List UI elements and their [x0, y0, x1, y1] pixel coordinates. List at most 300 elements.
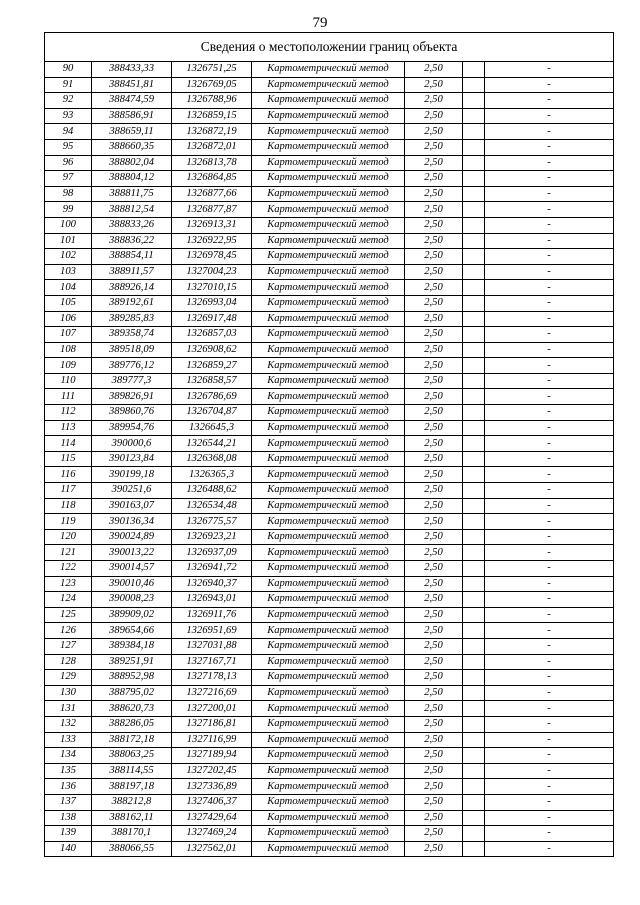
section-title: Сведения о местоположении границ объекта [45, 33, 614, 62]
method-cell: Картометрический метод [252, 342, 405, 358]
blank-cell [463, 561, 485, 577]
point-number-cell: 113 [45, 420, 92, 436]
method-cell: Картометрический метод [252, 810, 405, 826]
y-coordinate-cell: 1326877,87 [172, 202, 252, 218]
x-coordinate-cell: 390251,6 [92, 483, 172, 499]
description-cell: - [485, 467, 614, 483]
blank-cell [463, 358, 485, 374]
description-cell: - [485, 389, 614, 405]
y-coordinate-cell: 1326872,01 [172, 139, 252, 155]
accuracy-cell: 2,50 [405, 483, 463, 499]
blank-cell [463, 311, 485, 327]
x-coordinate-cell: 388063,25 [92, 748, 172, 764]
accuracy-cell: 2,50 [405, 217, 463, 233]
point-number-cell: 114 [45, 436, 92, 452]
description-cell: - [485, 732, 614, 748]
y-coordinate-cell: 1326859,27 [172, 358, 252, 374]
blank-cell [463, 498, 485, 514]
accuracy-cell: 2,50 [405, 249, 463, 265]
point-number-cell: 122 [45, 561, 92, 577]
blank-cell [463, 62, 485, 78]
description-cell: - [485, 592, 614, 608]
blank-cell [463, 529, 485, 545]
y-coordinate-cell: 1326943,01 [172, 592, 252, 608]
blank-cell [463, 233, 485, 249]
table-row [45, 810, 614, 826]
table-row [45, 685, 614, 701]
description-cell: - [485, 607, 614, 623]
table-row [45, 529, 614, 545]
coordinates-table [44, 32, 614, 857]
x-coordinate-cell: 388114,55 [92, 763, 172, 779]
x-coordinate-cell: 388197,18 [92, 779, 172, 795]
blank-cell [463, 249, 485, 265]
y-coordinate-cell: 1326788,96 [172, 93, 252, 109]
point-number-cell: 127 [45, 638, 92, 654]
method-cell: Картометрический метод [252, 77, 405, 93]
blank-cell [463, 794, 485, 810]
x-coordinate-cell: 388170,1 [92, 826, 172, 842]
point-number-cell: 94 [45, 124, 92, 140]
accuracy-cell: 2,50 [405, 779, 463, 795]
y-coordinate-cell: 1326864,85 [172, 171, 252, 187]
x-coordinate-cell: 388066,55 [92, 841, 172, 857]
method-cell: Картометрический метод [252, 327, 405, 343]
accuracy-cell: 2,50 [405, 77, 463, 93]
table-row [45, 716, 614, 732]
accuracy-cell: 2,50 [405, 732, 463, 748]
y-coordinate-cell: 1327406,37 [172, 794, 252, 810]
blank-cell [463, 451, 485, 467]
point-number-cell: 131 [45, 701, 92, 717]
y-coordinate-cell: 1326872,19 [172, 124, 252, 140]
x-coordinate-cell: 388804,12 [92, 171, 172, 187]
method-cell: Картометрический метод [252, 186, 405, 202]
accuracy-cell: 2,50 [405, 342, 463, 358]
accuracy-cell: 2,50 [405, 264, 463, 280]
description-cell: - [485, 93, 614, 109]
description-cell: - [485, 576, 614, 592]
table-row [45, 638, 614, 654]
y-coordinate-cell: 1326940,37 [172, 576, 252, 592]
description-cell: - [485, 327, 614, 343]
description-cell: - [485, 436, 614, 452]
x-coordinate-cell: 388802,04 [92, 155, 172, 171]
accuracy-cell: 2,50 [405, 592, 463, 608]
blank-cell [463, 638, 485, 654]
y-coordinate-cell: 1326913,31 [172, 217, 252, 233]
y-coordinate-cell: 1327469,24 [172, 826, 252, 842]
method-cell: Картометрический метод [252, 483, 405, 499]
table-row [45, 233, 614, 249]
description-cell: - [485, 280, 614, 296]
accuracy-cell: 2,50 [405, 514, 463, 530]
point-number-cell: 100 [45, 217, 92, 233]
table-row [45, 327, 614, 343]
point-number-cell: 130 [45, 685, 92, 701]
method-cell: Картометрический метод [252, 592, 405, 608]
description-cell: - [485, 373, 614, 389]
x-coordinate-cell: 390024,89 [92, 529, 172, 545]
method-cell: Картометрический метод [252, 561, 405, 577]
accuracy-cell: 2,50 [405, 295, 463, 311]
description-cell: - [485, 716, 614, 732]
blank-cell [463, 327, 485, 343]
x-coordinate-cell: 390008,23 [92, 592, 172, 608]
y-coordinate-cell: 1326704,87 [172, 405, 252, 421]
blank-cell [463, 545, 485, 561]
x-coordinate-cell: 388212,8 [92, 794, 172, 810]
blank-cell [463, 514, 485, 530]
description-cell: - [485, 124, 614, 140]
accuracy-cell: 2,50 [405, 171, 463, 187]
accuracy-cell: 2,50 [405, 670, 463, 686]
y-coordinate-cell: 1326365,3 [172, 467, 252, 483]
table-row [45, 124, 614, 140]
blank-cell [463, 841, 485, 857]
accuracy-cell: 2,50 [405, 498, 463, 514]
method-cell: Картометрический метод [252, 638, 405, 654]
method-cell: Картометрический метод [252, 779, 405, 795]
blank-cell [463, 77, 485, 93]
method-cell: Картометрический метод [252, 155, 405, 171]
table-row [45, 451, 614, 467]
method-cell: Картометрический метод [252, 124, 405, 140]
accuracy-cell: 2,50 [405, 763, 463, 779]
accuracy-cell: 2,50 [405, 701, 463, 717]
description-cell: - [485, 826, 614, 842]
description-cell: - [485, 701, 614, 717]
table-row [45, 545, 614, 561]
x-coordinate-cell: 390136,34 [92, 514, 172, 530]
table-row [45, 576, 614, 592]
point-number-cell: 121 [45, 545, 92, 561]
description-cell: - [485, 77, 614, 93]
accuracy-cell: 2,50 [405, 545, 463, 561]
y-coordinate-cell: 1326858,57 [172, 373, 252, 389]
accuracy-cell: 2,50 [405, 576, 463, 592]
description-cell: - [485, 498, 614, 514]
table-row [45, 701, 614, 717]
x-coordinate-cell: 389777,3 [92, 373, 172, 389]
table-row [45, 358, 614, 374]
blank-cell [463, 420, 485, 436]
blank-cell [463, 373, 485, 389]
description-cell: - [485, 295, 614, 311]
accuracy-cell: 2,50 [405, 561, 463, 577]
table-row [45, 171, 614, 187]
point-number-cell: 117 [45, 483, 92, 499]
y-coordinate-cell: 1326786,69 [172, 389, 252, 405]
method-cell: Картометрический метод [252, 108, 405, 124]
blank-cell [463, 155, 485, 171]
table-row [45, 202, 614, 218]
accuracy-cell: 2,50 [405, 436, 463, 452]
point-number-cell: 138 [45, 810, 92, 826]
method-cell: Картометрический метод [252, 748, 405, 764]
table-row [45, 77, 614, 93]
table-row [45, 264, 614, 280]
method-cell: Картометрический метод [252, 373, 405, 389]
accuracy-cell: 2,50 [405, 93, 463, 109]
method-cell: Картометрический метод [252, 794, 405, 810]
x-coordinate-cell: 389192,61 [92, 295, 172, 311]
y-coordinate-cell: 1326751,25 [172, 62, 252, 78]
x-coordinate-cell: 389954,76 [92, 420, 172, 436]
accuracy-cell: 2,50 [405, 62, 463, 78]
point-number-cell: 101 [45, 233, 92, 249]
y-coordinate-cell: 1326922,95 [172, 233, 252, 249]
description-cell: - [485, 545, 614, 561]
y-coordinate-cell: 1326937,09 [172, 545, 252, 561]
table-row [45, 295, 614, 311]
description-cell: - [485, 670, 614, 686]
y-coordinate-cell: 1327116,99 [172, 732, 252, 748]
point-number-cell: 139 [45, 826, 92, 842]
accuracy-cell: 2,50 [405, 139, 463, 155]
method-cell: Картометрический метод [252, 202, 405, 218]
point-number-cell: 135 [45, 763, 92, 779]
blank-cell [463, 264, 485, 280]
accuracy-cell: 2,50 [405, 794, 463, 810]
point-number-cell: 136 [45, 779, 92, 795]
point-number-cell: 134 [45, 748, 92, 764]
x-coordinate-cell: 388660,35 [92, 139, 172, 155]
table-row [45, 467, 614, 483]
accuracy-cell: 2,50 [405, 389, 463, 405]
accuracy-cell: 2,50 [405, 202, 463, 218]
method-cell: Картометрический метод [252, 498, 405, 514]
x-coordinate-cell: 390010,46 [92, 576, 172, 592]
blank-cell [463, 436, 485, 452]
method-cell: Картометрический метод [252, 654, 405, 670]
table-row [45, 186, 614, 202]
table-row [45, 607, 614, 623]
y-coordinate-cell: 1327004,23 [172, 264, 252, 280]
accuracy-cell: 2,50 [405, 186, 463, 202]
y-coordinate-cell: 1326908,62 [172, 342, 252, 358]
y-coordinate-cell: 1326911,76 [172, 607, 252, 623]
blank-cell [463, 576, 485, 592]
y-coordinate-cell: 1326645,3 [172, 420, 252, 436]
table-row [45, 670, 614, 686]
accuracy-cell: 2,50 [405, 420, 463, 436]
table-row [45, 139, 614, 155]
point-number-cell: 119 [45, 514, 92, 530]
table-row [45, 405, 614, 421]
x-coordinate-cell: 389776,12 [92, 358, 172, 374]
blank-cell [463, 592, 485, 608]
y-coordinate-cell: 1327010,15 [172, 280, 252, 296]
table-row [45, 483, 614, 499]
blank-cell [463, 779, 485, 795]
point-number-cell: 128 [45, 654, 92, 670]
blank-cell [463, 139, 485, 155]
table-row [45, 217, 614, 233]
description-cell: - [485, 514, 614, 530]
accuracy-cell: 2,50 [405, 233, 463, 249]
description-cell: - [485, 358, 614, 374]
method-cell: Картометрический метод [252, 139, 405, 155]
blank-cell [463, 810, 485, 826]
x-coordinate-cell: 389518,09 [92, 342, 172, 358]
accuracy-cell: 2,50 [405, 155, 463, 171]
point-number-cell: 106 [45, 311, 92, 327]
x-coordinate-cell: 388433,33 [92, 62, 172, 78]
table-row [45, 592, 614, 608]
x-coordinate-cell: 390000,6 [92, 436, 172, 452]
method-cell: Картометрический метод [252, 264, 405, 280]
blank-cell [463, 701, 485, 717]
method-cell: Картометрический метод [252, 249, 405, 265]
page-number: 79 [312, 15, 328, 31]
table-row [45, 280, 614, 296]
point-number-cell: 133 [45, 732, 92, 748]
method-cell: Картометрический метод [252, 280, 405, 296]
method-cell: Картометрический метод [252, 467, 405, 483]
description-cell: - [485, 171, 614, 187]
description-cell: - [485, 233, 614, 249]
description-cell: - [485, 186, 614, 202]
method-cell: Картометрический метод [252, 576, 405, 592]
point-number-cell: 118 [45, 498, 92, 514]
x-coordinate-cell: 388836,22 [92, 233, 172, 249]
table-row [45, 748, 614, 764]
y-coordinate-cell: 1326923,21 [172, 529, 252, 545]
blank-cell [463, 389, 485, 405]
method-cell: Картометрический метод [252, 405, 405, 421]
x-coordinate-cell: 388854,11 [92, 249, 172, 265]
point-number-cell: 132 [45, 716, 92, 732]
table-row [45, 420, 614, 436]
method-cell: Картометрический метод [252, 358, 405, 374]
table-row [45, 93, 614, 109]
accuracy-cell: 2,50 [405, 716, 463, 732]
table-body [45, 62, 614, 857]
y-coordinate-cell: 1326813,78 [172, 155, 252, 171]
table-row [45, 514, 614, 530]
accuracy-cell: 2,50 [405, 623, 463, 639]
y-coordinate-cell: 1327562,01 [172, 841, 252, 857]
point-number-cell: 137 [45, 794, 92, 810]
y-coordinate-cell: 1327189,94 [172, 748, 252, 764]
point-number-cell: 126 [45, 623, 92, 639]
description-cell: - [485, 529, 614, 545]
method-cell: Картометрический метод [252, 420, 405, 436]
accuracy-cell: 2,50 [405, 373, 463, 389]
table-header-row [45, 33, 614, 62]
x-coordinate-cell: 388659,11 [92, 124, 172, 140]
point-number-cell: 92 [45, 93, 92, 109]
y-coordinate-cell: 1326978,45 [172, 249, 252, 265]
blank-cell [463, 732, 485, 748]
x-coordinate-cell: 389251,91 [92, 654, 172, 670]
point-number-cell: 90 [45, 62, 92, 78]
method-cell: Картометрический метод [252, 514, 405, 530]
blank-cell [463, 171, 485, 187]
x-coordinate-cell: 388286,05 [92, 716, 172, 732]
x-coordinate-cell: 389358,74 [92, 327, 172, 343]
y-coordinate-cell: 1326951,69 [172, 623, 252, 639]
y-coordinate-cell: 1327216,69 [172, 685, 252, 701]
point-number-cell: 129 [45, 670, 92, 686]
y-coordinate-cell: 1326917,48 [172, 311, 252, 327]
accuracy-cell: 2,50 [405, 529, 463, 545]
method-cell: Картометрический метод [252, 545, 405, 561]
table-row [45, 841, 614, 857]
x-coordinate-cell: 389909,02 [92, 607, 172, 623]
description-cell: - [485, 623, 614, 639]
table-row [45, 108, 614, 124]
accuracy-cell: 2,50 [405, 451, 463, 467]
blank-cell [463, 483, 485, 499]
accuracy-cell: 2,50 [405, 124, 463, 140]
x-coordinate-cell: 389826,91 [92, 389, 172, 405]
blank-cell [463, 342, 485, 358]
y-coordinate-cell: 1327031,88 [172, 638, 252, 654]
y-coordinate-cell: 1326993,04 [172, 295, 252, 311]
blank-cell [463, 93, 485, 109]
point-number-cell: 110 [45, 373, 92, 389]
blank-cell [463, 295, 485, 311]
accuracy-cell: 2,50 [405, 280, 463, 296]
description-cell: - [485, 420, 614, 436]
method-cell: Картометрический метод [252, 529, 405, 545]
x-coordinate-cell: 390123,84 [92, 451, 172, 467]
x-coordinate-cell: 388451,81 [92, 77, 172, 93]
table-row [45, 155, 614, 171]
description-cell: - [485, 405, 614, 421]
method-cell: Картометрический метод [252, 436, 405, 452]
y-coordinate-cell: 1326775,57 [172, 514, 252, 530]
method-cell: Картометрический метод [252, 763, 405, 779]
description-cell: - [485, 841, 614, 857]
description-cell: - [485, 217, 614, 233]
blank-cell [463, 826, 485, 842]
blank-cell [463, 748, 485, 764]
point-number-cell: 111 [45, 389, 92, 405]
point-number-cell: 107 [45, 327, 92, 343]
description-cell: - [485, 483, 614, 499]
point-number-cell: 112 [45, 405, 92, 421]
blank-cell [463, 108, 485, 124]
x-coordinate-cell: 390014,57 [92, 561, 172, 577]
accuracy-cell: 2,50 [405, 358, 463, 374]
method-cell: Картометрический метод [252, 841, 405, 857]
y-coordinate-cell: 1327202,45 [172, 763, 252, 779]
x-coordinate-cell: 388833,26 [92, 217, 172, 233]
point-number-cell: 116 [45, 467, 92, 483]
y-coordinate-cell: 1326857,03 [172, 327, 252, 343]
accuracy-cell: 2,50 [405, 467, 463, 483]
description-cell: - [485, 654, 614, 670]
y-coordinate-cell: 1327429,64 [172, 810, 252, 826]
table-row [45, 498, 614, 514]
point-number-cell: 103 [45, 264, 92, 280]
description-cell: - [485, 748, 614, 764]
blank-cell [463, 467, 485, 483]
x-coordinate-cell: 389860,76 [92, 405, 172, 421]
point-number-cell: 93 [45, 108, 92, 124]
y-coordinate-cell: 1326941,72 [172, 561, 252, 577]
point-number-cell: 102 [45, 249, 92, 265]
y-coordinate-cell: 1326534,48 [172, 498, 252, 514]
y-coordinate-cell: 1327336,89 [172, 779, 252, 795]
method-cell: Картометрический метод [252, 607, 405, 623]
method-cell: Картометрический метод [252, 701, 405, 717]
accuracy-cell: 2,50 [405, 654, 463, 670]
blank-cell [463, 607, 485, 623]
